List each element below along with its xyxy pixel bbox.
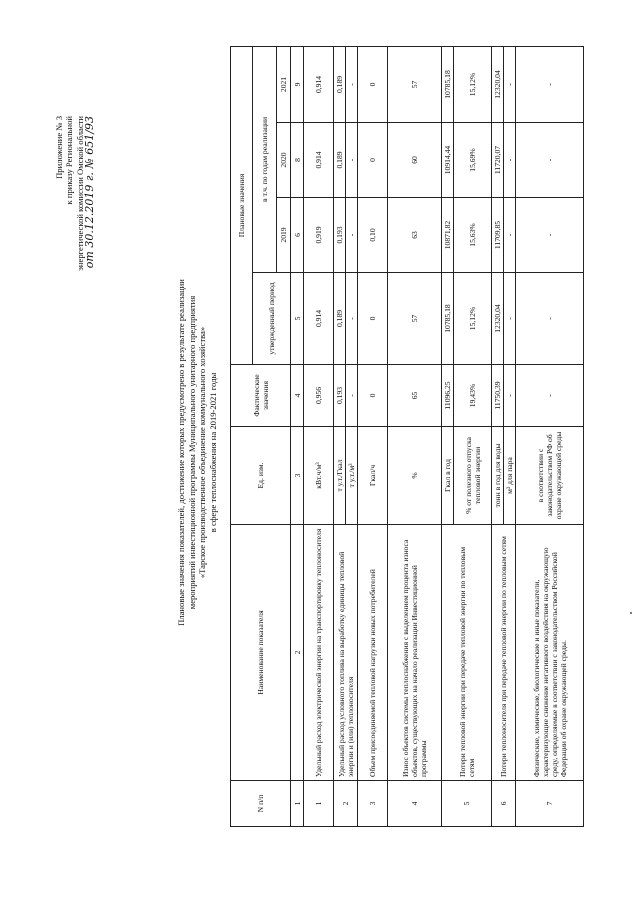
row-unit: т у.т./м³ — [346, 427, 358, 525]
row-unit: тонн в год для воды — [492, 427, 504, 525]
header-name: Наименование показателя — [231, 525, 291, 781]
row-name: Удельный расход электрической энергии на транспортировку теплоносителя — [304, 525, 334, 781]
column-numbers-row — [291, 46, 304, 826]
row-2019: - — [346, 198, 358, 273]
title-line: мероприятий инвестиционной программы Муниципального унитарного предприятия — [186, 295, 197, 610]
row-2021: - — [516, 46, 584, 122]
header-planned: Плановые значения — [231, 46, 253, 364]
row-unit: % — [388, 427, 442, 525]
row-actual: 0,956 — [304, 365, 334, 427]
row-approved: - — [346, 273, 358, 365]
row-2020: 11720,07 — [492, 123, 504, 198]
row-name: Потери тепловой энергии при передаче тепловой энергии по тепловым сетям — [442, 525, 492, 781]
annex-line: к приказу Региональной — [64, 116, 75, 205]
row-approved: 0,914 — [304, 273, 334, 365]
header-approved: утвержденный период — [253, 273, 291, 365]
header-year-2020: 2020 — [277, 123, 291, 198]
column-number: 2 — [291, 525, 304, 781]
title-line: «Тарское производственное объединение коммунального хозяйства» — [197, 326, 208, 579]
scan-speck — [630, 612, 632, 614]
row-approved: 0 — [358, 273, 388, 365]
row-name: Объем присоединяемой тепловой нагрузки новых потребителей — [358, 525, 388, 781]
row-actual: 0 — [358, 365, 388, 427]
row-2021: 57 — [388, 46, 442, 122]
row-2019: 0,10 — [358, 198, 388, 273]
row-2020: 15,69% — [454, 123, 492, 198]
document-title — [176, 0, 218, 905]
row-2021: 12320,04 — [492, 46, 504, 122]
row-approved: 12320,04 — [492, 273, 504, 365]
row-unit: Гкал в год — [442, 427, 454, 525]
row-2019: 11709,85 — [492, 198, 504, 273]
header-year-2019: 2019 — [277, 198, 291, 273]
row-2020: - — [504, 123, 516, 198]
row-num: 1 — [304, 781, 334, 827]
row-num: 5 — [442, 781, 492, 827]
row-num: 7 — [516, 781, 584, 827]
annex-block — [54, 116, 96, 271]
row-approved: 10785,18 — [442, 273, 454, 365]
row-actual: 65 — [388, 365, 442, 427]
row-unit: Гкал/ч — [358, 427, 388, 525]
row-actual: - — [346, 365, 358, 427]
row-unit: % от полезного отпуска тепловой энергии — [454, 427, 492, 525]
row-2021: 0,189 — [334, 46, 346, 122]
row-2020: 0 — [358, 123, 388, 198]
title-line: Плановые значения показателей, достижение которых предусмотрено в результате реализации — [176, 279, 186, 626]
row-unit: кВт.ч/м³ — [304, 427, 334, 525]
row-num: 6 — [492, 781, 516, 827]
row-actual: 19,43% — [454, 365, 492, 427]
table-row — [516, 46, 584, 826]
header-year-2021: 2021 — [277, 46, 291, 122]
row-approved: - — [504, 273, 516, 365]
row-2021: - — [346, 46, 358, 122]
row-2020: - — [516, 123, 584, 198]
table-row — [358, 46, 388, 826]
row-2019: 0,193 — [334, 198, 346, 273]
row-2019: - — [516, 198, 584, 273]
row-num: 2 — [334, 781, 358, 827]
row-2021: 15,12% — [454, 46, 492, 122]
row-2020: 10914,44 — [442, 123, 454, 198]
row-approved: 0,189 — [334, 273, 346, 365]
title-line: в сфере теплоснабжения на 2019-2021 годы — [207, 372, 218, 533]
row-approved: 57 — [388, 273, 442, 365]
row-approved: - — [516, 273, 584, 365]
row-actual: 0,193 — [334, 365, 346, 427]
row-2020: 0,914 — [304, 123, 334, 198]
row-unit: м³ для пара — [504, 427, 516, 525]
row-2019: 15,63% — [454, 198, 492, 273]
column-number: 3 — [291, 427, 304, 525]
row-2019: 10871,82 — [442, 198, 454, 273]
header-num: N п/п — [231, 781, 291, 827]
table-row — [388, 46, 442, 826]
annex-line: Приложение № 3 — [54, 116, 64, 179]
header-actual: Фактические значения — [231, 365, 291, 427]
row-2020: 0,189 — [334, 123, 346, 198]
row-actual: 11096,25 — [442, 365, 454, 427]
table-row — [304, 46, 334, 826]
row-num: 4 — [388, 781, 442, 827]
column-number: 6 — [291, 198, 304, 273]
row-2020: 60 — [388, 123, 442, 198]
row-actual: - — [504, 365, 516, 427]
column-number: 4 — [291, 365, 304, 427]
header-by-years: в т.ч. по годам реализации — [253, 46, 277, 272]
row-2021: 0,914 — [304, 46, 334, 122]
header-unit: Ед. изм. — [231, 427, 291, 525]
row-approved: 15,12% — [454, 273, 492, 365]
row-unit: т у.т./Гкал — [334, 427, 346, 525]
row-actual: 11750,39 — [492, 365, 504, 427]
table-row — [492, 46, 504, 826]
annex-date-number: от 30.12.2019 г. № 651/93 — [83, 116, 97, 269]
row-2021: 0 — [358, 46, 388, 122]
column-number: 9 — [291, 46, 304, 122]
row-name: Износ объектов системы теплоснабжения с выделением процента износа объектов, существующих на начало реализации Инвестиционной программы — [388, 525, 442, 781]
row-name: Потери теплоносителя при передаче тепловой энергии по тепловым сетям — [492, 525, 516, 781]
row-2020: - — [346, 123, 358, 198]
row-2021: - — [504, 46, 516, 122]
row-2019: - — [504, 198, 516, 273]
row-name: Удельный расход условного топлива на выработку единицы тепловой энергии и (или) теплоносителя — [334, 525, 358, 781]
row-actual: - — [516, 365, 584, 427]
row-2019: 0,919 — [304, 198, 334, 273]
column-number: 5 — [291, 273, 304, 365]
row-2019: 63 — [388, 198, 442, 273]
row-unit: в соответствии с законодательством РФ об охране окружающей среды — [516, 427, 584, 525]
row-num: 3 — [358, 781, 388, 827]
table-row — [442, 46, 454, 826]
column-number: 8 — [291, 123, 304, 198]
table-row — [334, 46, 346, 826]
row-name: Физические, химические, биологические и иные показатели, характеризующие снижение негативного воздействия на окружающую среду, определяемые в соответствии с законодательством Российской Федерации об охране окружающей среды. — [516, 525, 584, 781]
row-2021: 10785,18 — [442, 46, 454, 122]
annex-line: энергетической комиссии Омской области — [74, 116, 85, 271]
indicators-table — [230, 46, 584, 827]
column-number: 1 — [291, 781, 304, 827]
